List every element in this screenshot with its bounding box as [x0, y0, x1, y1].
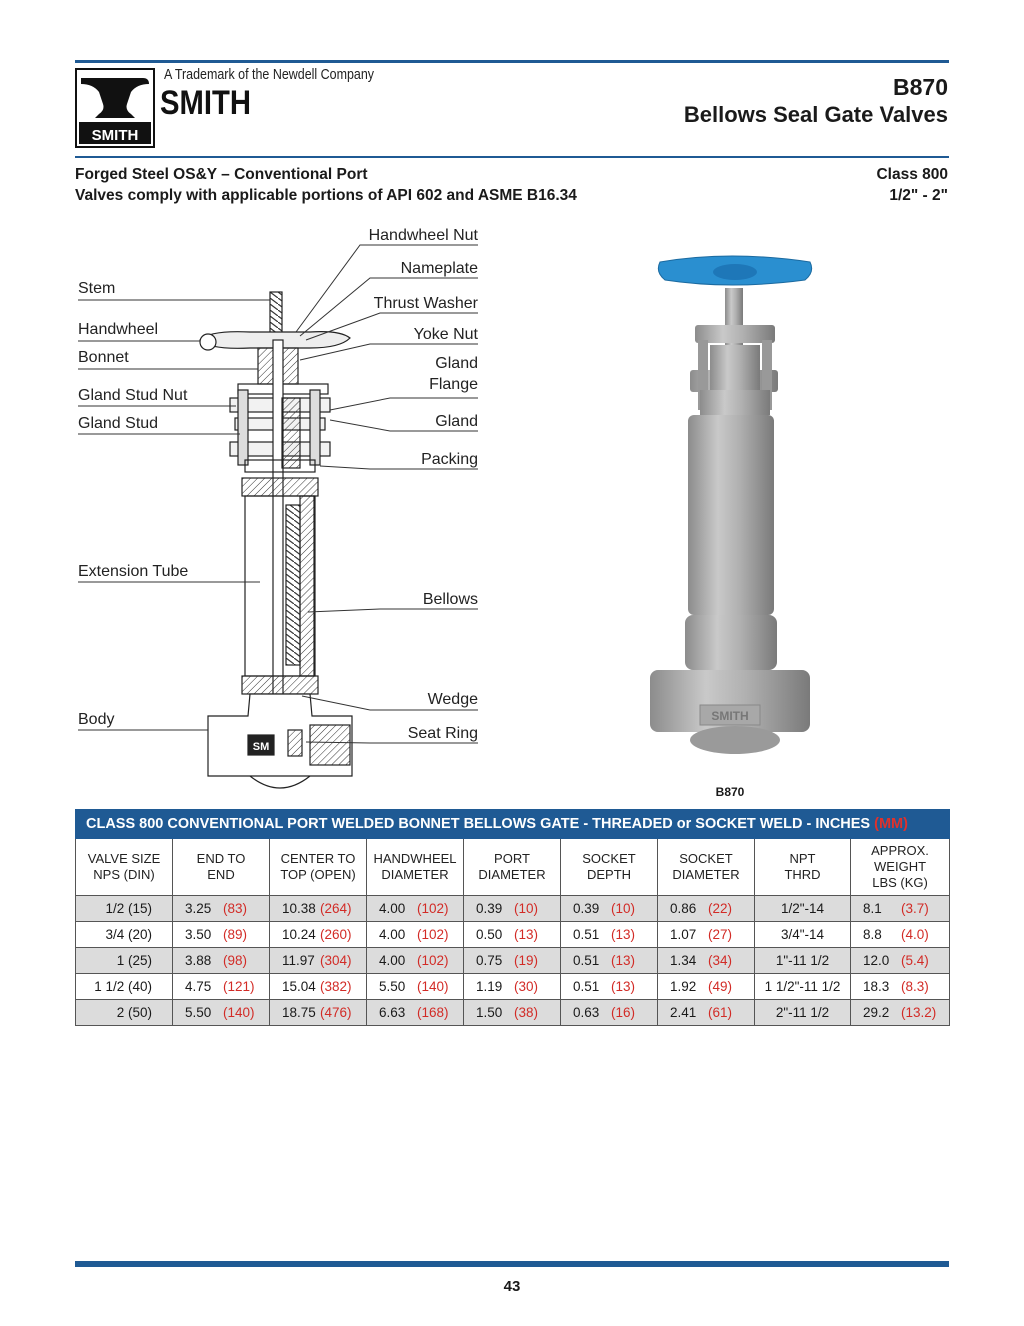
- mm-value: (5.4): [901, 953, 929, 968]
- mm-value: (102): [417, 953, 449, 968]
- mm-value: (382): [320, 979, 352, 994]
- column-header: [561, 839, 658, 896]
- table-cell: [464, 922, 561, 948]
- mm-value: (304): [320, 953, 352, 968]
- mm-value: (102): [417, 901, 449, 916]
- inch-value: 8.1: [863, 901, 882, 916]
- table-cell: [658, 1000, 755, 1026]
- column-header: [173, 839, 270, 896]
- mm-value: (13): [611, 979, 636, 994]
- label-yoke-nut: Yoke Nut: [413, 326, 478, 343]
- column-header-line: LBS (KG): [872, 875, 928, 890]
- label-seat-ring: Seat Ring: [407, 725, 478, 742]
- inch-value: 4.00: [379, 953, 406, 968]
- table-cell: [851, 948, 950, 974]
- table-cell: 1/2 (15): [76, 896, 173, 922]
- inch-value: 1.07: [670, 927, 697, 942]
- mm-value: (264): [320, 901, 352, 916]
- table-caption: [76, 810, 950, 839]
- label-handwheel-nut: Handwheel Nut: [368, 227, 478, 244]
- mm-value: (10): [514, 901, 539, 916]
- column-header-line: END: [207, 867, 235, 882]
- mm-value: (13.2): [901, 1005, 937, 1020]
- inch-value: 1.92: [670, 979, 697, 994]
- table-cell: [561, 922, 658, 948]
- table-row: [76, 974, 950, 1000]
- table-cell: [173, 922, 270, 948]
- table-cell: [173, 896, 270, 922]
- column-header-line: NPS (DIN): [93, 867, 155, 882]
- mm-value: (13): [611, 953, 636, 968]
- table-caption-text: CLASS 800 CONVENTIONAL PORT WELDED BONNET BELLOWS GATE - THREADED or SOCKET WELD - INCHES: [86, 816, 871, 832]
- subtitle-line-1: Forged Steel OS&Y – Conventional Port: [75, 166, 368, 183]
- column-header: [851, 839, 950, 896]
- mm-value: (140): [223, 1005, 255, 1020]
- mm-value: (260): [320, 927, 352, 942]
- mm-value: (476): [320, 1005, 352, 1020]
- column-header-line: SOCKET: [582, 851, 636, 866]
- column-header: [755, 839, 851, 896]
- inch-value: 4.00: [379, 901, 406, 916]
- table-cell: [173, 974, 270, 1000]
- inch-value: 0.39: [476, 901, 503, 916]
- column-header-line: HANDWHEEL: [373, 851, 457, 866]
- column-header-line: DIAMETER: [672, 867, 740, 882]
- mm-value: (27): [708, 927, 733, 942]
- model-number: B870: [893, 74, 948, 100]
- table-cell: [658, 948, 755, 974]
- inch-value: 18.3: [863, 979, 890, 994]
- table-cell: 1/2"-14: [755, 896, 851, 922]
- table-cell: [658, 974, 755, 1000]
- inch-value: 0.51: [573, 979, 600, 994]
- mm-value: (98): [223, 953, 248, 968]
- inch-value: 1.50: [476, 1005, 503, 1020]
- column-header-line: CENTER TO: [280, 851, 356, 866]
- column-header-line: DIAMETER: [478, 867, 546, 882]
- table-cell: [367, 974, 464, 1000]
- subtitle-line-2: Valves comply with applicable portions of API 602 and ASME B16.34: [75, 187, 577, 204]
- label-thrust-washer: Thrust Washer: [373, 295, 478, 312]
- inch-value: 5.50: [185, 1005, 212, 1020]
- label-gland: Gland: [435, 413, 478, 430]
- table-cell: 3/4"-14: [755, 922, 851, 948]
- mm-value: (19): [514, 953, 539, 968]
- table-cell: 2 (50): [76, 1000, 173, 1026]
- label-bellows: Bellows: [422, 591, 478, 608]
- table-row: [76, 1000, 950, 1026]
- inch-value: 1.19: [476, 979, 503, 994]
- table-cell: [561, 1000, 658, 1026]
- table-cell: [851, 974, 950, 1000]
- table-cell: [851, 1000, 950, 1026]
- logo-text: SMITH: [91, 127, 139, 144]
- table-cell: [173, 1000, 270, 1026]
- table-header-row: [76, 839, 950, 896]
- column-header-line: NPT: [789, 851, 816, 866]
- table-cell: [464, 896, 561, 922]
- mm-value: (30): [514, 979, 539, 994]
- table-cell: [270, 974, 367, 1000]
- mm-value: (49): [708, 979, 733, 994]
- table-cell: [464, 948, 561, 974]
- label-handwheel: Handwheel: [78, 321, 159, 338]
- header-rule-top: [75, 60, 949, 63]
- label-gland-stud: Gland Stud: [78, 415, 159, 432]
- column-header: [658, 839, 755, 896]
- table-caption-mm: (MM): [874, 816, 908, 832]
- table-cell: [658, 922, 755, 948]
- inch-value: 4.00: [379, 927, 406, 942]
- dimensions-table: [75, 809, 950, 1026]
- table-cell: [270, 896, 367, 922]
- inch-value: 29.2: [863, 1005, 890, 1020]
- table-cell: 1 1/2"-11 1/2: [755, 974, 851, 1000]
- inch-value: 0.51: [573, 953, 600, 968]
- mm-value: (13): [514, 927, 539, 942]
- photo-caption: B870: [715, 785, 745, 799]
- mm-value: (8.3): [901, 979, 929, 994]
- table-cell: [561, 896, 658, 922]
- table-cell: [464, 1000, 561, 1026]
- inch-value: 0.63: [573, 1005, 600, 1020]
- table-row: [76, 922, 950, 948]
- inch-value: 1.34: [670, 953, 697, 968]
- table-cell: 1 1/2 (40): [76, 974, 173, 1000]
- mm-value: (83): [223, 901, 248, 916]
- table-cell: [851, 896, 950, 922]
- mm-value: (16): [611, 1005, 636, 1020]
- column-header-line: END TO: [196, 851, 246, 866]
- smith-logo: [75, 68, 155, 148]
- label-gland-stud-nut: Gland Stud Nut: [78, 387, 188, 404]
- label-packing: Packing: [421, 451, 478, 468]
- table-cell: [367, 922, 464, 948]
- column-header: [464, 839, 561, 896]
- inch-value: 0.86: [670, 901, 697, 916]
- column-header-line: DEPTH: [586, 867, 632, 882]
- mm-value: (168): [417, 1005, 449, 1020]
- column-header: [367, 839, 464, 896]
- label-stem: Stem: [78, 280, 116, 297]
- mm-value: (102): [417, 927, 449, 942]
- inch-value: 3.50: [185, 927, 212, 942]
- column-header-line: THRD: [784, 867, 821, 882]
- page-number: 43: [503, 1278, 521, 1295]
- mm-value: (4.0): [901, 927, 929, 942]
- label-body: Body: [78, 711, 115, 728]
- table-cell: [270, 922, 367, 948]
- size-range: 1/2" - 2": [889, 187, 948, 204]
- table-cell: [270, 1000, 367, 1026]
- page-title: Bellows Seal Gate Valves: [683, 102, 948, 127]
- column-header-line: VALVE SIZE: [87, 851, 161, 866]
- inch-value: 15.04: [282, 979, 316, 994]
- table-cell: 1"-11 1/2: [755, 948, 851, 974]
- mm-value: (89): [223, 927, 248, 942]
- table-cell: [464, 974, 561, 1000]
- inch-value: 8.8: [863, 927, 882, 942]
- column-header: [270, 839, 367, 896]
- table-cell: 1 (25): [76, 948, 173, 974]
- inch-value: 18.75: [282, 1005, 316, 1020]
- pressure-class: Class 800: [876, 166, 948, 183]
- table-cell: 2"-11 1/2: [755, 1000, 851, 1026]
- inch-value: 0.50: [476, 927, 503, 942]
- inch-value: 0.39: [573, 901, 600, 916]
- inch-value: 3.88: [185, 953, 212, 968]
- label-wedge: Wedge: [427, 691, 478, 708]
- mm-value: (34): [708, 953, 733, 968]
- table-row: [76, 948, 950, 974]
- inch-value: 10.24: [282, 927, 316, 942]
- inch-value: 0.51: [573, 927, 600, 942]
- inch-value: 5.50: [379, 979, 406, 994]
- inch-value: 0.75: [476, 953, 503, 968]
- table-cell: 3/4 (20): [76, 922, 173, 948]
- column-header-line: SOCKET: [679, 851, 733, 866]
- brand-name: SMITH: [160, 84, 251, 122]
- mm-value: (22): [708, 901, 733, 916]
- table-cell: [367, 1000, 464, 1026]
- table-row: [76, 896, 950, 922]
- column-header-line: DIAMETER: [381, 867, 449, 882]
- label-gland-flange-1: Gland: [435, 355, 478, 372]
- column-header-line: APPROX.: [871, 843, 929, 858]
- header-rule-bottom: [75, 156, 949, 158]
- inch-value: 2.41: [670, 1005, 697, 1020]
- label-gland-flange-2: Flange: [429, 376, 478, 393]
- table-body: [76, 896, 950, 1026]
- column-header-line: PORT: [494, 851, 530, 866]
- label-nameplate: Nameplate: [400, 260, 478, 277]
- table-cell: [367, 948, 464, 974]
- inch-value: 11.97: [282, 953, 315, 968]
- valve-product-photo: [640, 250, 820, 770]
- inch-value: 10.38: [282, 901, 316, 916]
- photo-body-mark: SMITH: [711, 709, 749, 723]
- column-header: [76, 839, 173, 896]
- table-cell: [658, 896, 755, 922]
- table-cell: [561, 948, 658, 974]
- mm-value: (61): [708, 1005, 733, 1020]
- mm-value: (10): [611, 901, 636, 916]
- column-header-line: WEIGHT: [874, 859, 927, 874]
- mm-value: (140): [417, 979, 449, 994]
- table-cell: [561, 974, 658, 1000]
- mm-value: (121): [223, 979, 255, 994]
- label-extension-tube: Extension Tube: [78, 563, 189, 580]
- table-cell: [367, 896, 464, 922]
- mm-value: (13): [611, 927, 636, 942]
- inch-value: 4.75: [185, 979, 212, 994]
- label-bonnet: Bonnet: [78, 349, 129, 366]
- table-cell: [270, 948, 367, 974]
- valve-mark-text: SM: [252, 741, 270, 753]
- inch-value: 3.25: [185, 901, 212, 916]
- footer-rule: [75, 1261, 949, 1267]
- table-cell: [173, 948, 270, 974]
- trademark-text: A Trademark of the Newdell Company: [164, 67, 375, 83]
- inch-value: 6.63: [379, 1005, 406, 1020]
- mm-value: (38): [514, 1005, 539, 1020]
- column-header-line: TOP (OPEN): [280, 867, 356, 882]
- table-cell: [851, 922, 950, 948]
- anvil-icon: [77, 70, 153, 146]
- inch-value: 12.0: [863, 953, 890, 968]
- mm-value: (3.7): [901, 901, 929, 916]
